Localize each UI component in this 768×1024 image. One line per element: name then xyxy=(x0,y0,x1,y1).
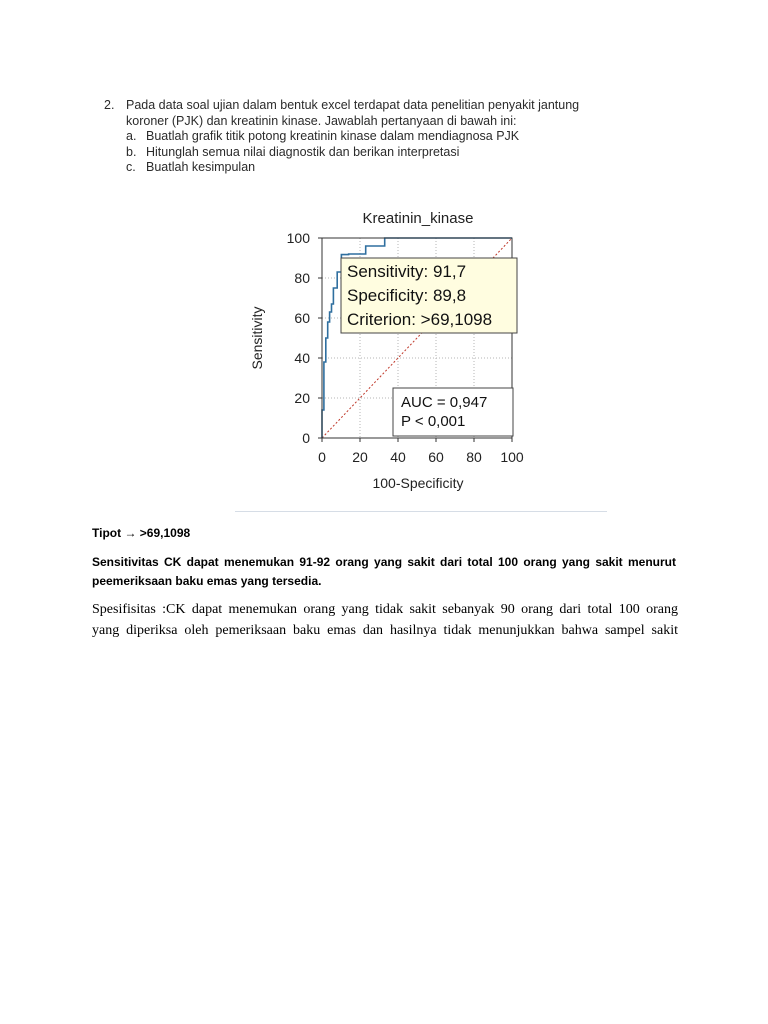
question-item-c xyxy=(104,160,624,176)
y-tick-label: 100 xyxy=(286,230,310,246)
sensitivitas-paragraph xyxy=(92,553,676,591)
x-axis-label: 100-Specificity xyxy=(372,475,464,491)
question-text-line1: Pada data soal ujian dalam bentuk excel terdapat data penelitian penyakit jantung xyxy=(126,98,580,112)
item-text: Buatlah kesimpulan xyxy=(146,160,256,175)
question-item-b xyxy=(104,145,624,161)
y-tick-label: 20 xyxy=(294,390,310,406)
roc-chart xyxy=(240,200,540,500)
question-text-line2: koroner (PJK) dan kreatinin kinase. Jawablah pertanyaan di bawah ini: xyxy=(126,113,517,128)
item-letter: a. xyxy=(126,129,137,144)
item-letter: c. xyxy=(126,160,136,175)
auc-value: AUC = 0,947 xyxy=(401,394,488,411)
sensitivitas-line2: peemeriksaan baku emas yang tersedia. xyxy=(92,574,322,588)
item-text: Buatlah grafik titik potong kreatinin kinase dalam mendiagnosa PJK xyxy=(146,129,520,144)
question-line xyxy=(104,98,624,114)
y-tick-label: 80 xyxy=(294,270,310,286)
tipot-value: >69,1098 xyxy=(139,526,191,540)
x-tick-label: 60 xyxy=(428,449,444,465)
right-arrow-icon: → xyxy=(124,526,137,540)
roc-chart-svg xyxy=(240,200,540,500)
spesifisitas-line2: yang diperiksa oleh pemeriksaan baku emas dan hasilnya tidak menunjukkan bahwa sampel sakit xyxy=(92,622,678,638)
exam-question xyxy=(104,98,624,176)
criterion-specificity: Specificity: 89,8 xyxy=(347,286,467,305)
tipot-label: Tipot xyxy=(92,526,122,540)
x-tick-label: 0 xyxy=(318,449,326,465)
criterion-sensitivity: Sensitivity: 91,7 xyxy=(347,262,467,281)
item-text: Hitunglah semua nilai diagnostik dan berikan interpretasi xyxy=(146,144,460,159)
p-value: P < 0,001 xyxy=(401,413,466,430)
spesifisitas-line1: Spesifisitas :CK dapat menemukan orang yang tidak sakit sebanyak 90 orang dari total 100 orang xyxy=(92,602,678,617)
criterion-value: Criterion: >69,1098 xyxy=(347,310,493,329)
criterion-box xyxy=(341,258,517,333)
figure-divider xyxy=(235,511,607,512)
x-tick-label: 20 xyxy=(352,449,368,465)
auc-box xyxy=(393,388,513,436)
x-tick-label: 100 xyxy=(500,449,524,465)
x-tick-label: 40 xyxy=(390,449,406,465)
tipot-line xyxy=(92,525,190,541)
y-axis-ticks xyxy=(287,230,322,446)
item-letter: b. xyxy=(126,144,137,159)
question-line xyxy=(104,114,624,130)
sensitivitas-line1: Sensitivitas CK dapat menemukan 91-92 orang yang sakit dari total 100 orang yang sakit menurut xyxy=(92,555,676,569)
y-axis-label: Sensitivity xyxy=(249,306,265,370)
spesifisitas-paragraph xyxy=(92,600,678,641)
x-tick-label: 80 xyxy=(466,449,482,465)
y-tick-label: 40 xyxy=(294,350,310,366)
y-tick-label: 60 xyxy=(294,310,310,326)
chart-title: Kreatinin_kinase xyxy=(362,210,474,227)
question-number: 2. xyxy=(104,98,115,112)
question-item-a xyxy=(104,129,624,145)
x-axis-ticks xyxy=(318,438,524,465)
y-tick-label: 0 xyxy=(302,430,310,446)
